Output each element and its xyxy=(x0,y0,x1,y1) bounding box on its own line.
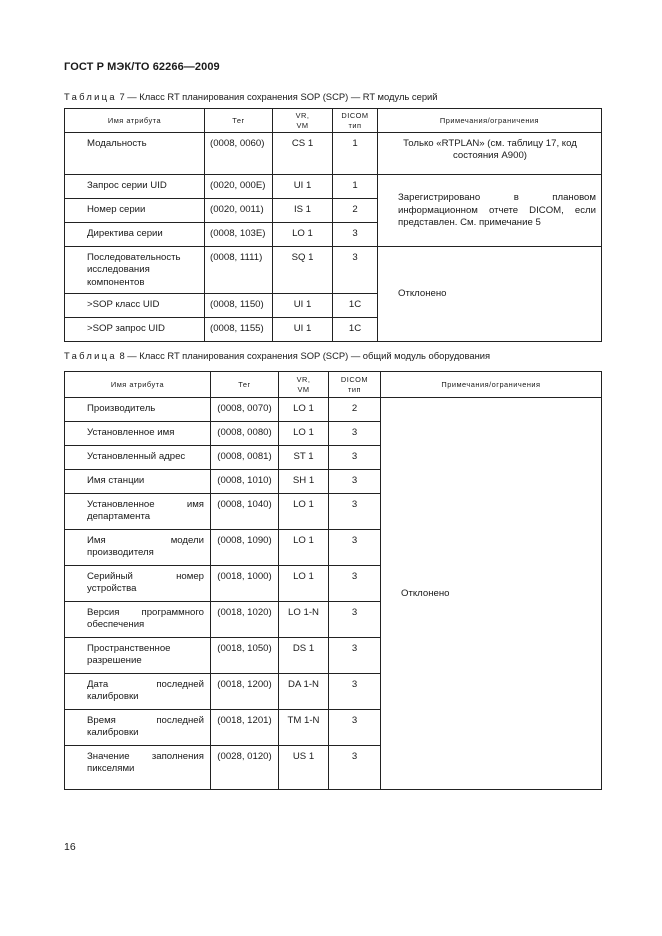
attr-vr: CS 1 xyxy=(273,133,333,175)
attr-tag: (0008, 0080) xyxy=(211,422,279,446)
attr-vr: LO 1 xyxy=(279,566,329,602)
attr-type: 3 xyxy=(333,223,378,247)
attr-type: 3 xyxy=(329,530,381,566)
table-row xyxy=(65,133,602,175)
attr-vr: DA 1-N xyxy=(279,674,329,710)
attr-name: Значение заполнения пикселями xyxy=(65,746,211,790)
col-name-header: Имя атрибута xyxy=(65,109,205,133)
attr-type: 1 xyxy=(333,175,378,199)
attr-vr: SQ 1 xyxy=(273,247,333,294)
attr-name: >SOP запрос UID xyxy=(65,318,205,342)
attr-tag: (0018, 1020) xyxy=(211,602,279,638)
table-row xyxy=(65,398,602,422)
attr-name: Имя модели производителя xyxy=(65,530,211,566)
col-type-header-line2: тип xyxy=(347,384,361,394)
attr-vr: LO 1-N xyxy=(279,602,329,638)
attr-tag: (0008, 1150) xyxy=(205,294,273,318)
attr-name: Серийный номер устройства xyxy=(65,566,211,602)
col-name-header: Имя атрибута xyxy=(65,372,211,398)
attr-tag: (0018, 1000) xyxy=(211,566,279,602)
attr-type: 2 xyxy=(329,398,381,422)
attr-type: 3 xyxy=(329,470,381,494)
attr-type: 3 xyxy=(329,422,381,446)
attr-vr: IS 1 xyxy=(273,199,333,223)
attr-type: 1C xyxy=(333,294,378,318)
attr-vr: LO 1 xyxy=(279,398,329,422)
attr-name: Версия программного обеспечения xyxy=(65,602,211,638)
rejected-note: Отклонено xyxy=(381,398,602,790)
attr-name: Директива серии xyxy=(65,223,205,247)
col-tag-header: Тег xyxy=(205,109,273,133)
attr-name: Запрос серии UID xyxy=(65,175,205,199)
modality-note: Только «RTPLAN» (см. таблицу 17, код состояния A900) xyxy=(378,133,602,175)
attr-name: Дата последней калибровки xyxy=(65,674,211,710)
col-vr-header-line2: VM xyxy=(296,120,309,130)
attr-vr: UI 1 xyxy=(273,318,333,342)
attr-type: 3 xyxy=(329,446,381,470)
col-type-header xyxy=(333,109,378,133)
attr-type: 3 xyxy=(329,602,381,638)
attr-vr: UI 1 xyxy=(273,294,333,318)
attr-type: 2 xyxy=(333,199,378,223)
col-type-header xyxy=(329,372,381,398)
attr-tag: (0008, 103E) xyxy=(205,223,273,247)
document-header: ГОСТ Р МЭК/ТО 62266—2009 xyxy=(64,61,220,73)
attr-name: Номер серии xyxy=(65,199,205,223)
attr-type: 3 xyxy=(329,638,381,674)
attr-tag: (0008, 1010) xyxy=(211,470,279,494)
attr-type: 3 xyxy=(329,746,381,790)
attr-type: 3 xyxy=(329,566,381,602)
attr-name: Установленный адрес xyxy=(65,446,211,470)
attr-vr: LO 1 xyxy=(279,530,329,566)
col-vr-header-line1: VR, xyxy=(296,374,311,384)
col-notes-header: Примечания/ограничения xyxy=(381,372,602,398)
table8-caption-number: 8 xyxy=(119,350,125,361)
table8 xyxy=(64,371,602,790)
page-number: 16 xyxy=(64,841,76,853)
table8-caption xyxy=(64,350,490,361)
attr-tag: (0008, 0081) xyxy=(211,446,279,470)
attr-tag: (0020, 000E) xyxy=(205,175,273,199)
attr-name: Последовательность исследования компонентов xyxy=(65,247,205,294)
attr-type: 1 xyxy=(333,133,378,175)
attr-vr: LO 1 xyxy=(279,494,329,530)
col-type-header-line2: тип xyxy=(348,120,362,130)
attr-vr: ST 1 xyxy=(279,446,329,470)
table8-header-row xyxy=(65,372,602,398)
attr-tag: (0018, 1200) xyxy=(211,674,279,710)
attr-tag: (0008, 1111) xyxy=(205,247,273,294)
table7-caption-text: — Класс RT планирования сохранения SOP (SCP) — RT модуль серий xyxy=(127,91,438,102)
rejected-note: Отклонено xyxy=(378,247,602,342)
attr-tag: (0008, 1040) xyxy=(211,494,279,530)
table7-header-row xyxy=(65,109,602,133)
attr-tag: (0008, 1090) xyxy=(211,530,279,566)
attr-name: Имя станции xyxy=(65,470,211,494)
col-tag-header: Тег xyxy=(211,372,279,398)
attr-type: 3 xyxy=(333,247,378,294)
attr-vr: DS 1 xyxy=(279,638,329,674)
attr-tag: (0008, 0070) xyxy=(211,398,279,422)
attr-name: Модальность xyxy=(65,133,205,175)
attr-vr: UI 1 xyxy=(273,175,333,199)
table7-caption-number: 7 xyxy=(119,91,125,102)
attr-tag: (0020, 0011) xyxy=(205,199,273,223)
attr-type: 3 xyxy=(329,494,381,530)
col-vr-header-line2: VM xyxy=(297,384,310,394)
attr-vr: LO 1 xyxy=(279,422,329,446)
attr-tag: (0028, 0120) xyxy=(211,746,279,790)
table7-caption xyxy=(64,91,438,102)
attr-vr: LO 1 xyxy=(273,223,333,247)
col-vr-header xyxy=(279,372,329,398)
attr-name: Пространственное разрешение xyxy=(65,638,211,674)
table7-caption-label: Таблица xyxy=(64,91,117,102)
attr-vr: SH 1 xyxy=(279,470,329,494)
col-type-header-line1: DICOM xyxy=(340,374,369,384)
attr-vr: TM 1-N xyxy=(279,710,329,746)
attr-name: Установленное имя департамента xyxy=(65,494,211,530)
col-notes-header: Примечания/ограничения xyxy=(378,109,602,133)
table-row xyxy=(65,175,602,199)
table-row xyxy=(65,247,602,294)
col-vr-header-line1: VR, xyxy=(295,110,310,120)
col-vr-header xyxy=(273,109,333,133)
attr-type: 3 xyxy=(329,710,381,746)
attr-tag: (0008, 1155) xyxy=(205,318,273,342)
registered-note: Зарегистрировано в плановом информационном отчете DICOM, если представлен. См. примечание 5 xyxy=(378,175,602,247)
attr-tag: (0018, 1201) xyxy=(211,710,279,746)
attr-type: 1C xyxy=(333,318,378,342)
attr-name: >SOP класс UID xyxy=(65,294,205,318)
table7 xyxy=(64,108,602,342)
attr-type: 3 xyxy=(329,674,381,710)
attr-tag: (0018, 1050) xyxy=(211,638,279,674)
attr-name: Время последней калибровки xyxy=(65,710,211,746)
attr-vr: US 1 xyxy=(279,746,329,790)
table8-caption-text: — Класс RT планирования сохранения SOP (SCP) — общий модуль оборудования xyxy=(127,350,491,361)
attr-name: Установленное имя xyxy=(65,422,211,446)
attr-tag: (0008, 0060) xyxy=(205,133,273,175)
table8-caption-label: Таблица xyxy=(64,350,117,361)
col-type-header-line1: DICOM xyxy=(341,110,369,120)
attr-name: Производитель xyxy=(65,398,211,422)
